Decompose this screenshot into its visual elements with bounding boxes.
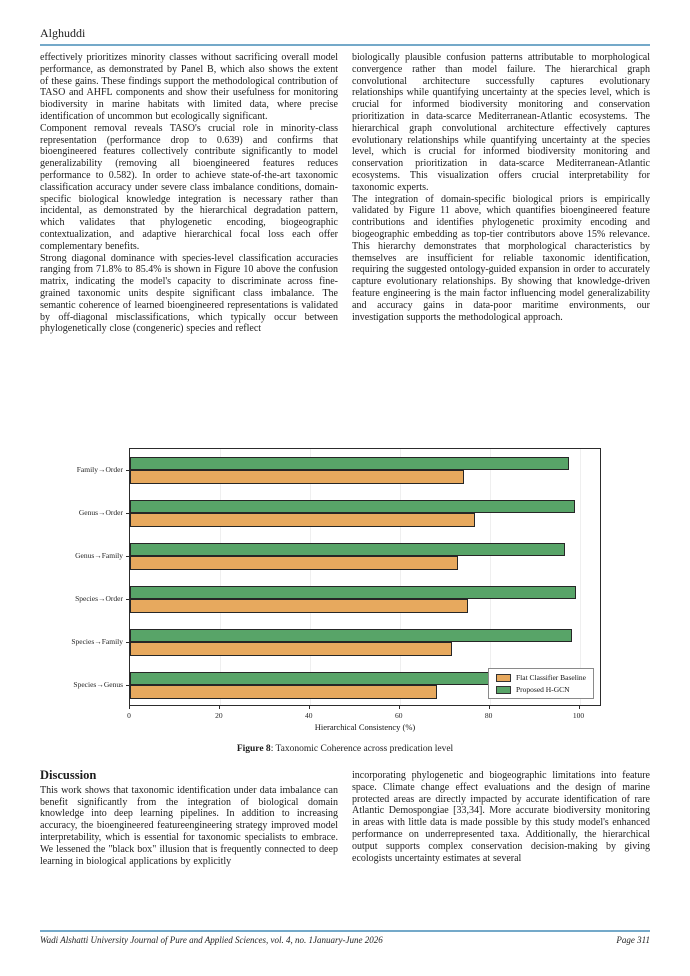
grid-line [580, 449, 581, 705]
footer-page-number: Page 311 [616, 935, 650, 945]
legend-label: Proposed H-GCN [516, 685, 570, 694]
top-text-block [40, 52, 650, 335]
legend-label: Flat Classifier Baseline [516, 673, 586, 682]
legend-swatch [496, 686, 511, 694]
bar-flat-classifier-baseline [130, 556, 458, 570]
x-axis-tick-label: 40 [305, 711, 313, 720]
discussion-right-column [352, 770, 650, 867]
taxonomic-coherence-bar-chart [57, 446, 633, 736]
bar-flat-classifier-baseline [130, 470, 464, 484]
x-axis-title: Hierarchical Consistency (%) [314, 722, 416, 732]
bar-proposed-h-gcn [130, 543, 565, 557]
y-axis-label: Family→Order [76, 464, 123, 474]
bar-proposed-h-gcn [130, 586, 576, 600]
y-axis-tick [126, 513, 129, 514]
figure-8 [40, 446, 650, 754]
y-axis-label: Genus→Order [78, 507, 123, 517]
bar-flat-classifier-baseline [130, 685, 437, 699]
y-axis-tick [126, 556, 129, 557]
running-head-author: Alghuddi [40, 26, 86, 40]
figure-caption-text: : Taxonomic Coherence across predication level [270, 744, 454, 754]
header-rule [40, 44, 650, 46]
right-column [352, 52, 650, 335]
paragraph: The integration of domain-specific biological priors is empirically validated by Figure 11 above, which quantifies bioengineered feature contributions and identifies phylogenetic proximity encoding and biogeographic embedding as top-tier contributors above 15% relevance. This hierarchy demonstrates that morphological characteristics by themselves are insufficient for reliable taxonomic identification, requiring the suggested ontology-guided expansion in order to accurately capture evolutionary relationships. By showing that knowledge-driven feature engineering is the main factor influencing model generalizability and accuracy gains in data-poor maritime environments, our investigation supports the methodological approach. [352, 193, 650, 323]
footer-journal-title: Wadi Alshatti University Journal of Pure and Applied Sciences, vol. 4, no. 1January-June 2026 [40, 935, 383, 945]
grid-line [490, 449, 491, 705]
bar-proposed-h-gcn [130, 457, 569, 471]
figure-caption-label: Figure 8 [236, 744, 271, 754]
grid-line [220, 449, 221, 705]
x-axis-tick [489, 706, 490, 709]
y-axis-label: Species→Genus [73, 679, 123, 689]
y-axis-tick [126, 599, 129, 600]
y-axis-label: Species→Family [71, 636, 123, 646]
paragraph: biologically plausible confusion patterns attributable to morphological convergence rather than model failure. The hierarchical graph convolutional architecture successfully captures evolutionary relationships while quantifying uncertainty at the species level, which is crucial for informed biodiversity monitoring and conservation prioritization in data-scarce Mediterranean-Atlantic ecosystems. The hierarchical graph convolutional architecture effectively captures evolutionary relationships while quantifying uncertainty at the species level, which is crucial for informed biodiversity monitoring and conservation prioritization in data-scarce Mediterranean-Atlantic ecosystems. This visualization offers crucial interpretability for taxonomic experts. [352, 52, 650, 193]
x-axis-tick [579, 706, 580, 709]
grid-line [310, 449, 311, 705]
x-axis-tick-label: 0 [127, 711, 131, 720]
x-axis-tick-label: 100 [572, 711, 585, 720]
discussion-left-text [40, 785, 338, 868]
legend-item [496, 673, 586, 682]
legend-swatch [496, 674, 511, 682]
y-axis-label: Genus→Family [75, 550, 123, 560]
x-axis-tick [399, 706, 400, 709]
y-axis-tick [126, 470, 129, 471]
footer-rule [40, 930, 650, 932]
y-axis-tick [126, 685, 129, 686]
x-axis-tick [309, 706, 310, 709]
bar-flat-classifier-baseline [130, 513, 475, 527]
x-axis-tick-label: 20 [215, 711, 223, 720]
discussion-section [40, 770, 650, 867]
paragraph: Component removal reveals TASO's crucial role in minority-class representation (performance drop to 0.639) and confirms that bioengineered features collectively contribute significantly to model generalizability (removing all bioengineered features reduces performance to 0.582). In order to achieve state-of-the-art taxonomic classification accuracy under severe class imbalance conditions, domain-specific biological knowledge integration is necessary rather than incidental, as demonstrated by the hierarchical degradation pattern, which validates that phylogenetic encoding, biogeographic contextualization, and adaptive hierarchical focal loss each offer complementary benefits. [40, 122, 338, 252]
bar-proposed-h-gcn [130, 500, 575, 514]
x-axis-tick [219, 706, 220, 709]
legend-item [496, 685, 586, 694]
figure-caption [40, 744, 650, 754]
discussion-heading: Discussion [40, 768, 97, 782]
bar-proposed-h-gcn [130, 629, 572, 643]
grid-line [400, 449, 401, 705]
x-axis-tick [129, 706, 130, 709]
y-axis-label: Species→Order [75, 593, 123, 603]
bar-flat-classifier-baseline [130, 642, 452, 656]
paragraph: Strong diagonal dominance with species-level classification accuracies ranging from 71.8% to 85.4% is shown in Figure 10 above the confusion matrix, indicating the model's capacity to discriminate across fine-grained taxonomic units despite significant class imbalance. The semantic coherence of learned bioengineered representations is validated by off-diagonal misclassifications, which typically occur between phylogenetically close (congeneric) species and reflect [40, 252, 338, 335]
x-axis-tick-label: 80 [484, 711, 493, 720]
legend [488, 668, 594, 699]
paragraph: This work shows that taxonomic identification under data imbalance can benefit significantly from the integration of biological domain knowledge into deep learning pipelines. In addition to increasing accuracy, the bioengineered featureengineering strategy improved model interpretability, which is essential for taxonomic specialists to embrace. We lessened the "black box" illusion that is frequently connected to deep learning in biological applications by explicitly [40, 784, 338, 867]
paragraph: effectively prioritizes minority classes without sacrificing overall model performance, as demonstrated by Panel B, which also shows the extent of these gains. These findings support the methodological contribution of TASO and AHFL components and show their usefulness for monitoring biodiversity in marine habitats with limited data, where precise identification of uncommon but ecologically significant. [40, 52, 338, 122]
y-axis-tick [126, 642, 129, 643]
bar-flat-classifier-baseline [130, 599, 468, 613]
footer [40, 935, 650, 945]
left-column [40, 52, 338, 335]
plot-area [129, 448, 601, 706]
paragraph: incorporating phylogenetic and biogeographic limitations into feature space. Climate change effect evaluations and the design of marine protected areas are directly impacted by accurate identification of rare Atlantic Demospongiae [33,34]. More accurate biodiversity monitoring in areas with little data is made possible by this study model's enhanced performance on underrepresented taxa. Additionally, the hierarchical output supports complex conservation decision-making by giving ecologists uncertainty estimates at several [352, 770, 650, 864]
x-axis-tick-label: 60 [394, 711, 403, 720]
discussion-left-column [40, 770, 338, 867]
